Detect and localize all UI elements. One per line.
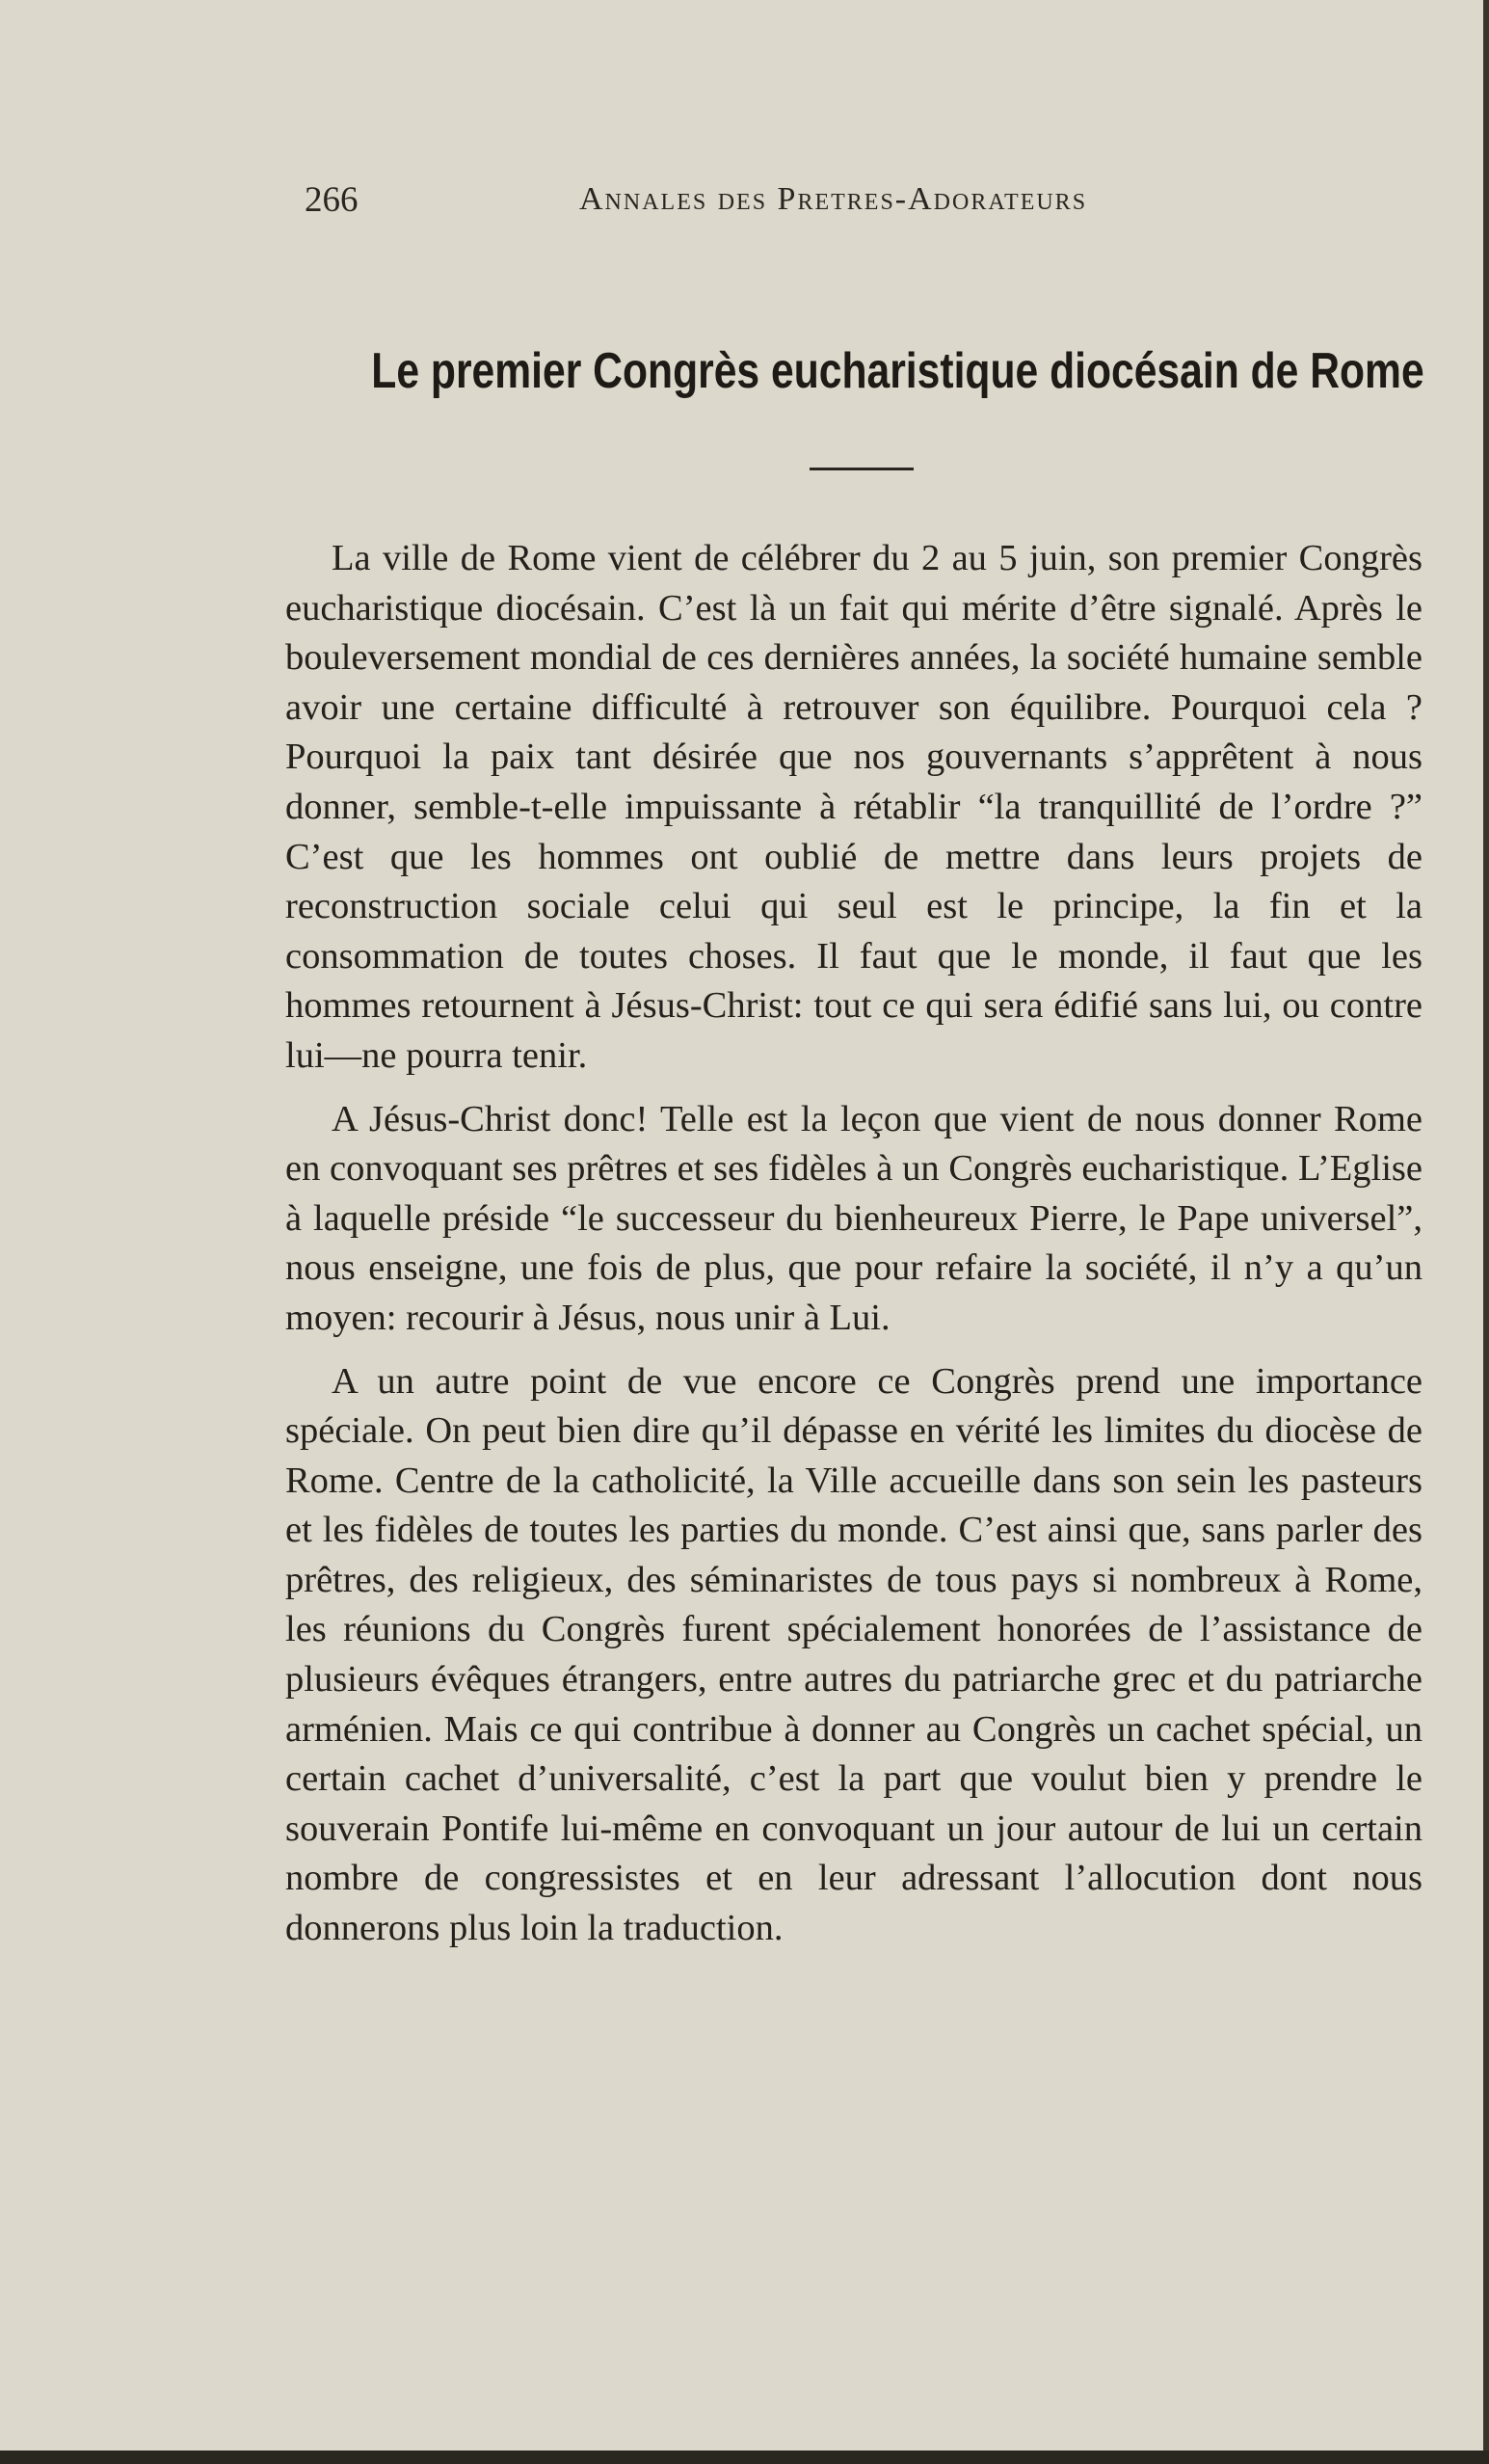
page-number: 266 [305, 180, 359, 220]
paragraph-1: La ville de Rome vient de célébrer du 2 au 5 juin, son premier Congrès eucharistique diocésain. C’est là un fait qui mérite d’être signalé. Après le bouleversement mondial de ces dernières années, la société humaine semble avoir une certaine difficulté à retrouver son équilibre. Pourquoi cela ? Pourquoi la paix tant désirée que nos gouvernants s’apprêtent à nous donner, semble-t-elle impuissante à rétablir “la tranquillité de l’ordre ?” C’est que les hommes ont oublié de mettre dans leurs projets de reconstruction sociale celui qui seul est le principe, la fin et la consommation de toutes choses. Il faut que le monde, il faut que les hommes retournent à Jésus-Christ: tout ce qui sera édifié sans lui, ou contre lui—ne pourra tenir. [285, 538, 1423, 1076]
page-header [305, 174, 1172, 231]
title-divider [810, 468, 914, 470]
paragraph-3: A un autre point de vue encore ce Congrès prend une importance spéciale. On peut bien dire qu’il dépasse en vérité les limites du diocèse de Rome. Centre de la catholicité, la Ville accueille dans son sein les pasteurs et les fidèles de toutes les parties du monde. C’est ainsi que, sans parler des prêtres, des religieux, des séminaristes de tous pays si nombreux à Rome, les réunions du Congrès furent spécialement honorées de l’assistance de plusieurs évêques étrangers, entre autres du patriarche grec et du patriarche arménien. Mais ce qui contribue à donner au Congrès un cachet spécial, un certain cachet d’universalité, c’est la part que voulut bien y prendre le souverain Pontife lui-même en convoquant un jour autour de lui un certain nombre de congressistes et en leur adressant l’allocution dont nous donnerons plus loin la traduction. [285, 1360, 1423, 1949]
book-edge-bottom [0, 2451, 1489, 2464]
book-edge-right [1483, 0, 1489, 2464]
article-title: Le premier Congrès eucharistique diocésain de Rome [371, 343, 1424, 399]
paragraph-2: A Jésus-Christ donc! Telle est la leçon que vient de nous donner Rome en convoquant ses prêtres et ses fidèles à un Congrès eucharistique. L’Eglise à laquelle préside “le successeur du bienheureux Pierre, le Pape universel”, nous enseigne, une fois de plus, que pour refaire la société, il n’y a qu’un moyen: recourir à Jésus, nous unir à Lui. [285, 1098, 1423, 1338]
article-body [285, 534, 1423, 1968]
running-title: Annales des Pretres-Adorateurs [579, 181, 1088, 217]
